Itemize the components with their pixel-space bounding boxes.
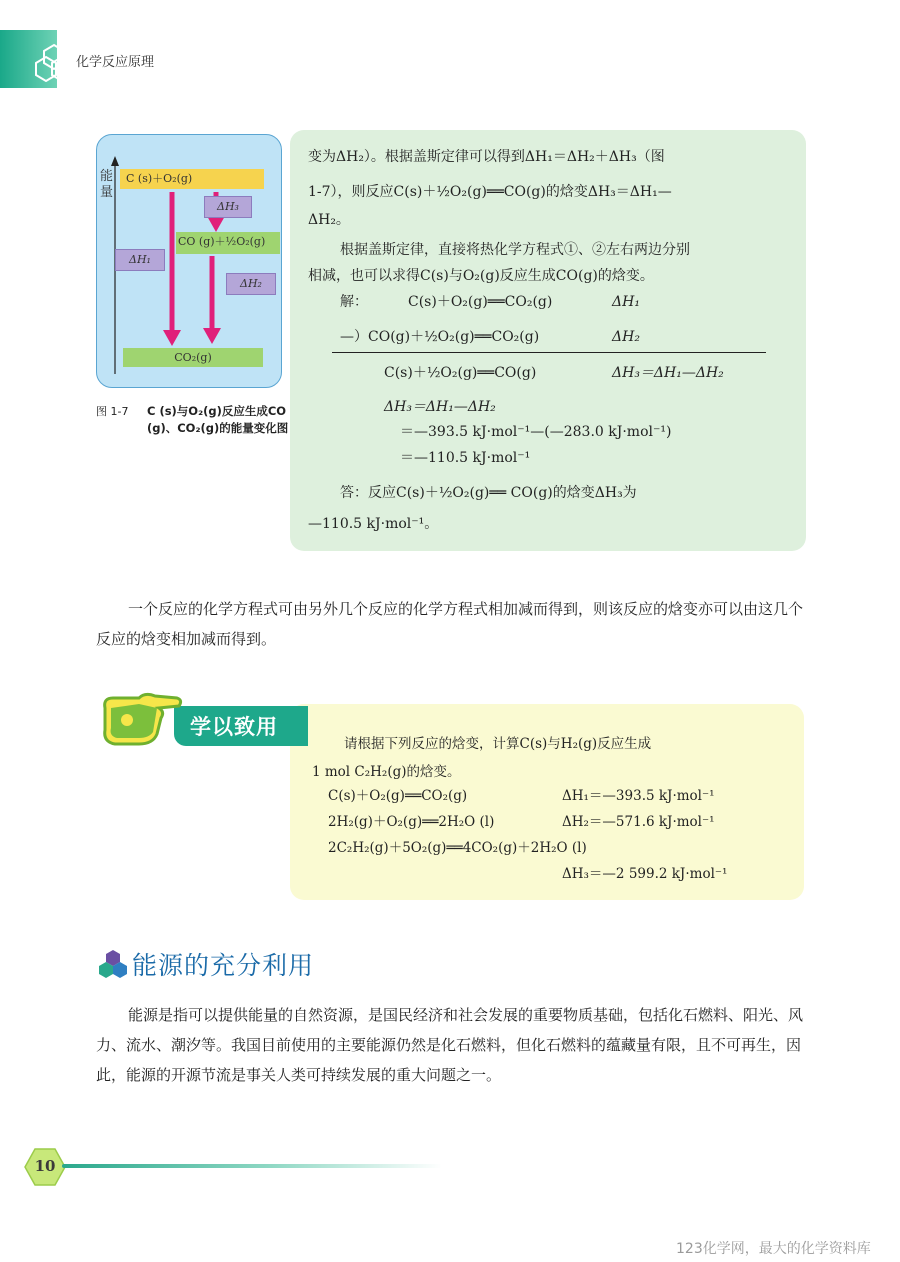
label-dh3: ΔH₃	[204, 196, 252, 218]
reaction-1: C(s)＋O₂(g)══CO₂(g)	[328, 788, 468, 804]
hexagon-cluster-icon	[98, 948, 128, 978]
book-title: 化学反应原理	[76, 55, 155, 70]
solution-line-1: 变为ΔH₂）。根据盖斯定律可以得到ΔH₁＝ΔH₂＋ΔH₃（图	[308, 149, 665, 165]
calc-line-1: ΔH₃＝ΔH₁—ΔH₂	[384, 399, 496, 415]
calc-line-2: ＝—393.5 kJ·mol⁻¹—(—283.0 kJ·mol⁻¹)	[400, 424, 672, 440]
energy-axis-arrowhead	[111, 156, 119, 166]
hess-law-paragraph: 一个反应的化学方程式可由另外几个反应的化学方程式相加减而得到，则该反应的焓变亦可以由这几个反应的焓变相加减而得到。	[96, 600, 804, 648]
reaction-1-dh: ΔH₁＝—393.5 kJ·mol⁻¹	[562, 788, 715, 804]
exercise-prompt-2: 1 mol C₂H₂(g)的焓变。	[312, 764, 461, 780]
reaction-3: 2C₂H₂(g)＋5O₂(g)══4CO₂(g)＋2H₂O (l)	[328, 840, 587, 856]
solution-line-4: 根据盖斯定律，直接将热化学方程式①、②左右两边分别	[340, 242, 690, 258]
label-dh2: ΔH₂	[226, 273, 276, 295]
footer-line	[62, 1164, 442, 1168]
answer-line-2: —110.5 kJ·mol⁻¹。	[308, 516, 439, 532]
hexagon-logo-icon	[34, 42, 74, 82]
exercise-prompt-1: 请根据下列反应的焓变，计算C(s)与H₂(g)反应生成	[344, 736, 652, 752]
figure-number: 图 1-7	[96, 405, 129, 418]
equation-2-dh: ΔH₂	[612, 329, 640, 345]
level-reactants: C (s)＋O₂(g)	[120, 169, 264, 189]
pointing-hand-icon	[99, 690, 183, 748]
equation-2: —）CO(g)＋½O₂(g)══CO₂(g)	[340, 329, 540, 345]
watermark: 123化学网，最大的化学资料库	[676, 1241, 871, 1257]
exercise-label: 学以致用	[190, 715, 278, 739]
solution-line-5: 相减，也可以求得C(s)与O₂(g)反应生成CO(g)的焓变。	[308, 268, 654, 284]
figure-caption: C (s)与O₂(g)反应生成CO (g)、CO₂(g)的能量变化图	[147, 404, 289, 435]
level-products: CO₂(g)	[123, 348, 263, 367]
page-number: 10	[34, 1157, 56, 1175]
equation-1: C(s)＋O₂(g)══CO₂(g)	[408, 294, 553, 310]
equation-1-dh: ΔH₁	[612, 294, 640, 310]
section-title: 能源的充分利用	[132, 951, 315, 980]
subtraction-rule	[332, 352, 766, 353]
solve-label: 解：	[340, 294, 368, 310]
energy-axis-label: 能量	[100, 169, 114, 200]
label-dh1: ΔH₁	[115, 249, 165, 271]
calc-line-3: ＝—110.5 kJ·mol⁻¹	[400, 450, 531, 466]
reaction-2: 2H₂(g)＋O₂(g)══2H₂O (l)	[328, 814, 495, 830]
level-intermediate: CO (g)＋½O₂(g)	[176, 232, 280, 254]
answer-line-1: 答：反应C(s)＋½O₂(g)══ CO(g)的焓变ΔH₃为	[340, 485, 637, 501]
section-paragraph: 能源是指可以提供能量的自然资源，是国民经济和社会发展的重要物质基础，包括化石燃料、阳光、风力、流水、潮汐等。我国目前使用的主要能源仍然是化石燃料，但化石燃料的蕴藏量有限，且不可再生，因此，能源的开源节流是事关人类可持续发展的重大问题之一。	[96, 1006, 804, 1084]
equation-3: C(s)＋½O₂(g)══CO(g)	[384, 365, 537, 381]
reaction-2-dh: ΔH₂＝—571.6 kJ·mol⁻¹	[562, 814, 715, 830]
solution-line-2: 1-7），则反应C(s)＋½O₂(g)══CO(g)的焓变ΔH₃＝ΔH₁—	[308, 184, 672, 200]
reaction-3-dh: ΔH₃＝—2 599.2 kJ·mol⁻¹	[562, 866, 728, 882]
solution-line-3: ΔH₂。	[308, 212, 350, 228]
equation-3-dh: ΔH₃＝ΔH₁—ΔH₂	[612, 365, 724, 381]
